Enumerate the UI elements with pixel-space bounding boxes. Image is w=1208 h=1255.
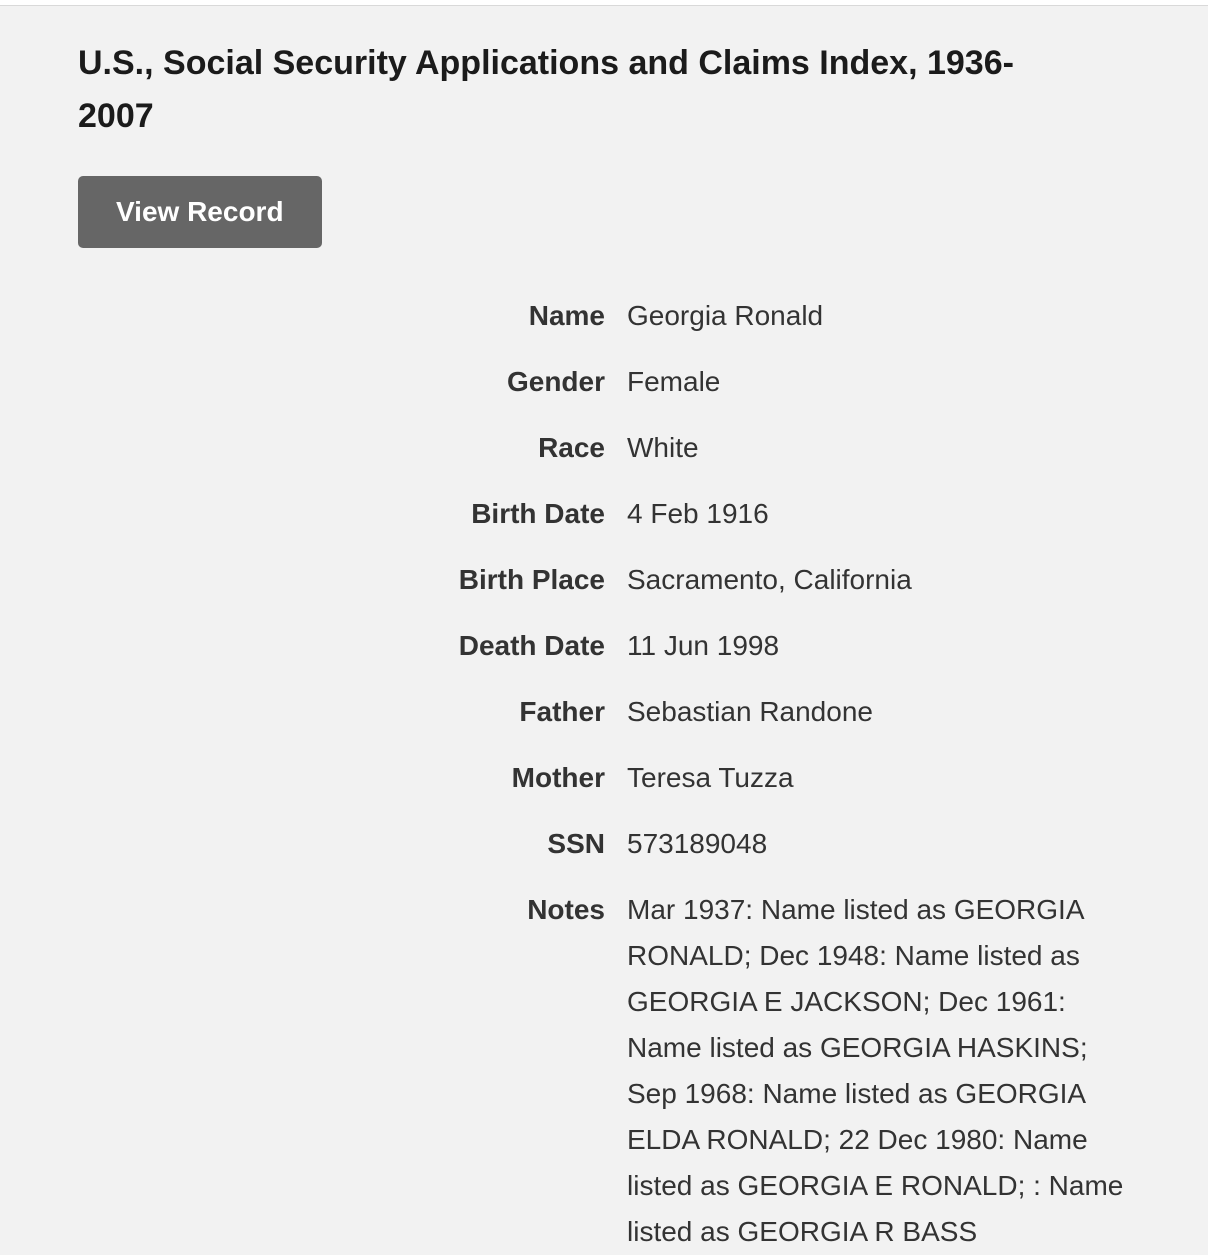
record-fields-table: [78, 293, 1133, 1255]
field-value: Female: [627, 366, 721, 397]
field-row-ssn: [78, 821, 1133, 867]
field-value: Sebastian Randone: [627, 696, 873, 727]
field-row-birth-date: [78, 491, 1133, 537]
field-label: Birth Place: [458, 564, 605, 595]
field-value: 573189048: [627, 828, 768, 859]
field-value: Sacramento, California: [627, 564, 912, 595]
page-title: U.S., Social Security Applications and Claims Index, 1936-2007: [78, 44, 1014, 135]
field-value: Georgia Ronald: [627, 300, 824, 331]
field-row-birth-place: [78, 557, 1133, 603]
field-label: Birth Date: [471, 498, 605, 529]
field-label: Race: [538, 432, 605, 463]
field-row-father: [78, 689, 1133, 735]
field-row-death-date: [78, 623, 1133, 669]
field-label: Name: [528, 300, 605, 331]
field-value: 4 Feb 1916: [627, 498, 769, 529]
field-row-notes: [78, 887, 1133, 1255]
field-label: Father: [519, 696, 605, 727]
field-label: Notes: [527, 894, 605, 925]
field-row-mother: [78, 755, 1133, 801]
field-value: Teresa Tuzza: [627, 762, 794, 793]
field-value: Mar 1937: Name listed as GEORGIA RONALD; Dec 1948: Name listed as GEORGIA E JACKSON; Dec 1961: Name listed as GEORGIA HASKINS; Sep 1968: Name listed as GEORGIA ELDA RONALD; 22 Dec 1980: Name listed as GEORGIA E RONALD; : Name listed as GEORGIA R BASS: [627, 894, 1124, 1247]
record-detail-panel: [0, 6, 1208, 1255]
field-row-race: [78, 425, 1133, 471]
field-row-gender: [78, 359, 1133, 405]
field-row-name: [78, 293, 1133, 339]
field-label: Mother: [511, 762, 605, 793]
field-value: 11 Jun 1998: [627, 630, 780, 661]
field-label: Gender: [506, 366, 605, 397]
view-record-button[interactable]: View Record: [78, 176, 322, 248]
field-label: SSN: [547, 828, 605, 859]
field-label: Death Date: [458, 630, 605, 661]
field-value: White: [627, 432, 699, 463]
